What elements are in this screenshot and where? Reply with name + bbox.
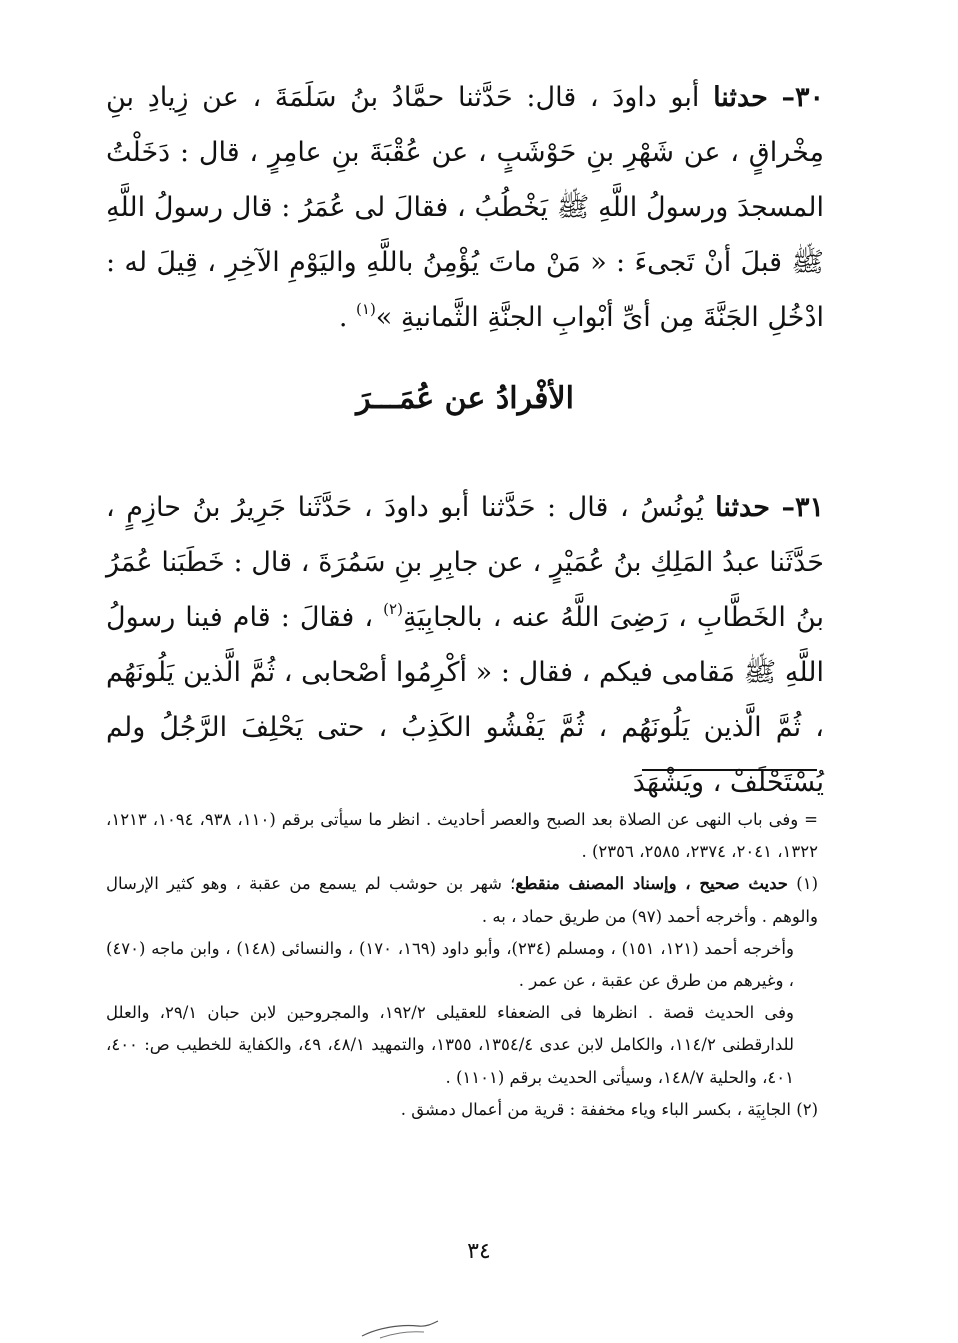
hadith-30-number: ٣٠– — [781, 82, 824, 113]
footnote-1-text: ؛ شهر بن حوشب لم يسمع من عقبة ، وهو كثير الإرسال والوهم . وأخرجه أحمد (٩٧) من طريق حماد ، به . — [106, 874, 818, 926]
footnote-1-para-2: وأخرجه أحمد (١٢١، ١٥١) ، ومسلم (٢٣٤)، وأبو داود (١٦٩، ١٧٠) ، والنسائى (١٤٨) ، وابن ماجه (٤٧٠) ، وغيرهم من طرق عن عقبة ، عن عمر . — [106, 938, 794, 991]
hadith-31-text-1: يُونُسُ ، قال : حَدَّثنا أبو داودَ ، حَدَّثَنا جَرِيرُ بنُ حازِمٍ ، حَدَّثَنا عبدُ المَلِكِ بنُ عُمَيْرٍ ، عن جابِرِ بنِ سَمُرَةَ ، قال : خَطَبَنا عُمَرُ بنُ الخَطَّابِ ، رَضِىَ اللَّهُ عنه ، بالجابِيَةِ — [106, 492, 824, 633]
pen-mark-icon — [360, 1318, 440, 1340]
hadith-30 — [106, 70, 824, 345]
footnote-2: (٢) الجابِيَة ، بكسر الباء وياء مخففة : قرية من أعمال دمشق . — [400, 1099, 818, 1119]
footnote-divider — [642, 769, 817, 771]
hadith-31-lead: حدثنا — [715, 492, 770, 523]
footnote-1-label: (١) — [796, 874, 818, 894]
footnote-1-grading: حديث صحيح ، وإسناد المصنف منقطع — [515, 874, 789, 894]
hadith-31 — [106, 480, 824, 810]
hadith-30-end: . — [338, 302, 357, 333]
page-number: ٣٤ — [467, 1239, 491, 1264]
footnote-1-para-3: وفى الحديث قصة . انظرها فى الضعفاء للعقيلى ١٩٢/٢، والمجروحين لابن حبان ٢٩/١، والعلل للدارقطنى ١١٤/٢، والكامل لابن عدى ١٣٥٤/٤، ١٣٥٥، والتمهيد ٤٨/١، ٤٩، والكفاية للخطيب ص: ٤٠٠، ٤٠١، والحلية ١٤٨/٧، وسيأتى الحديث برقم (١١٠١) . — [106, 1003, 794, 1087]
footnote-ref-2: (٢) — [383, 600, 403, 618]
footnote-continued: = وفى باب النهى عن الصلاة بعد الصبح والعصر أحاديث . انظر ما سيأتى برقم (١١٠، ٩٣٨، ١٠٩٤، ١٢١٣، ١٣٢٢، ٢٠٤١، ٢٣٧٤، ٢٥٨٥، ٢٣٥٦) . — [106, 810, 818, 862]
footnote-ref-1: (١) — [356, 300, 376, 318]
footnote-1 — [106, 868, 818, 932]
hadith-30-lead: حدثنا — [713, 82, 768, 113]
hadith-30-paragraph — [106, 70, 824, 345]
hadith-31-paragraph — [106, 480, 824, 810]
hadith-30-text: أبو داودَ ، قال: حَدَّثنا حمَّادُ بنُ سَلَمَةَ ، عن زِيادِ بنِ مِخْراقٍ ، عن شَهْرِ بنِ حَوْشَبٍ ، عن عُقْبَةَ بنِ عامِرٍ ، قال : دَخَلْتُ المسجدَ ورسولُ اللَّهِ ﷺ يَخْطُبُ ، فقالَ لى عُمَرُ : قال رسولُ اللَّهِ ﷺ قبلَ أنْ تَجىءَ : « مَنْ ماتَ يُؤْمِنُ باللَّهِ واليَوْمِ الآخِرِ ، قِيلَ له : ادْخُلِ الجَنَّةَ مِن أىِّ أبْوابِ الجنَّةِ الثَّمانيةِ » — [106, 82, 824, 333]
footnotes — [106, 804, 818, 1126]
section-title: الأفْرادُ عن عُمَـــرَ — [356, 381, 574, 416]
hadith-31-text-2: ، فقالَ : قام فينا رسولُ اللَّهِ ﷺ مَقامى فيكم ، فقال : « أكْرِمُوا أصْحابى ، ثُمَّ الَّذين يَلُونَهُم ، ثُمَّ الَّذين يَلُونَهُم ، ثُمَّ يَفْشُو الكَذِبُ ، حتى يَحْلِفَ الرَّجُلُ ولم يُسْتَحْلَفْ ، ويَشْهَدَ — [106, 602, 824, 798]
hadith-31-number: ٣١– — [781, 492, 824, 523]
